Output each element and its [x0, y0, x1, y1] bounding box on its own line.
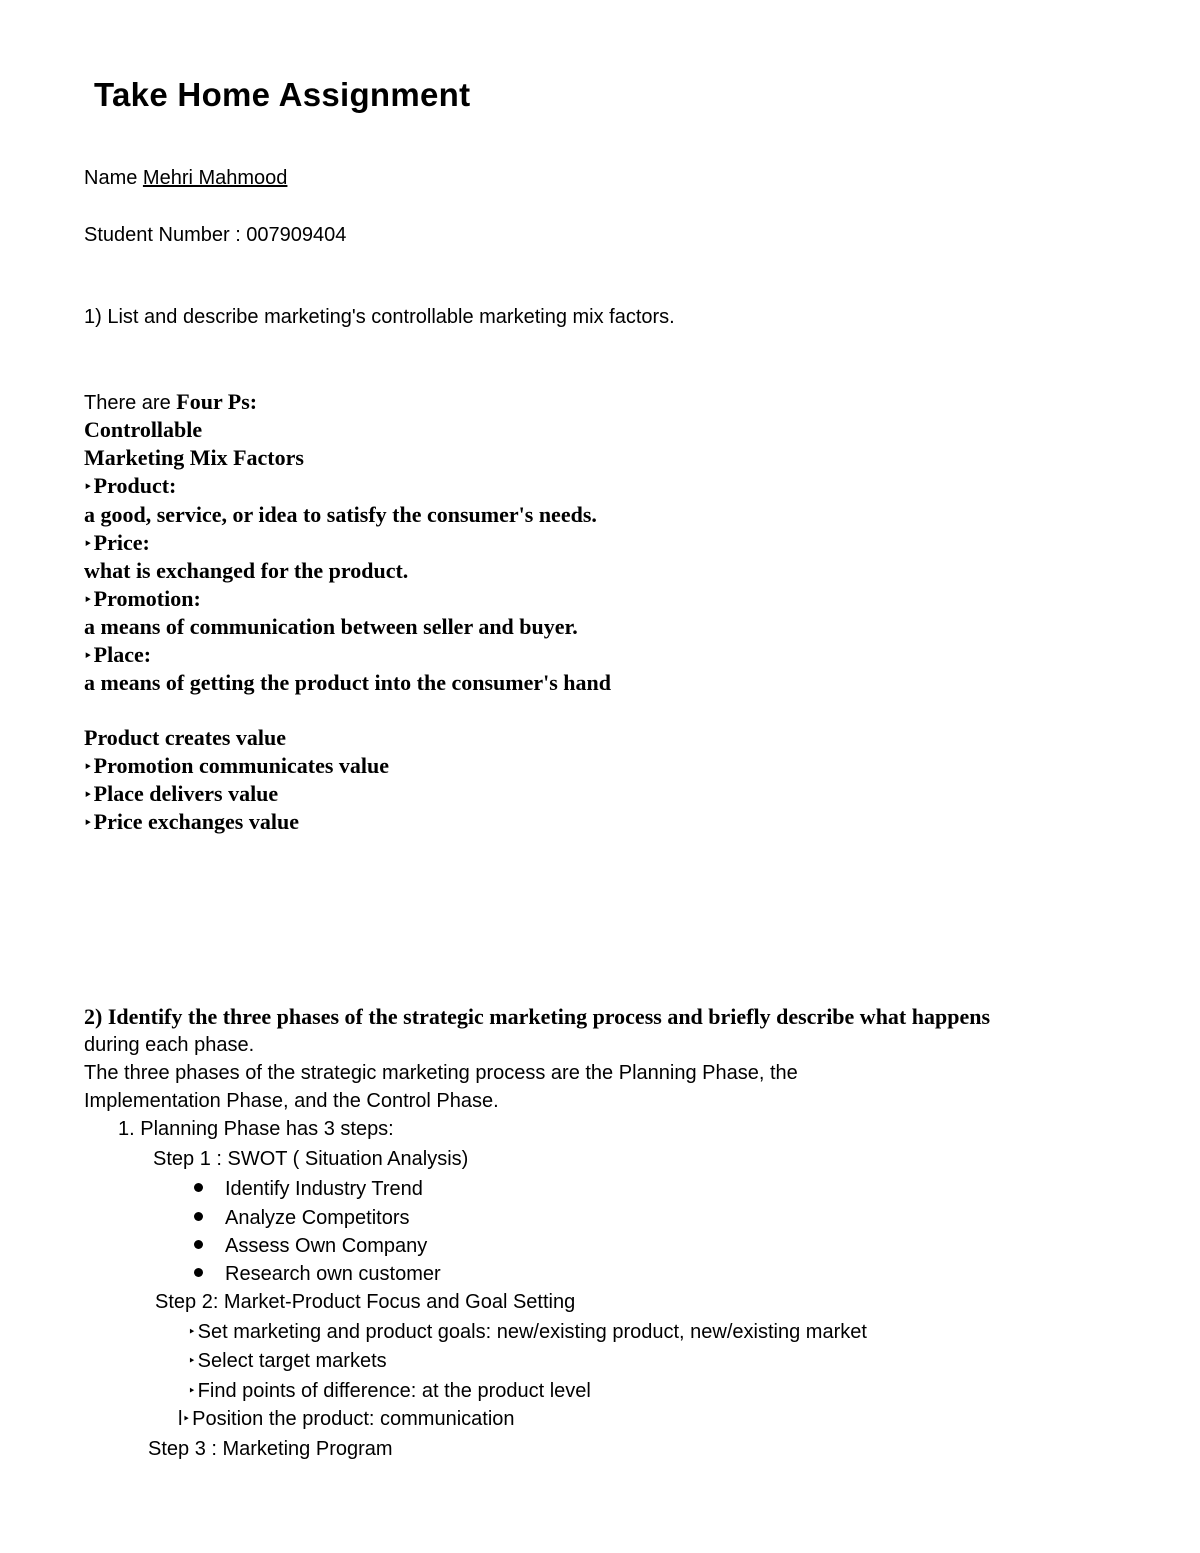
list-item: ‣ Find points of difference: at the product level	[188, 1380, 591, 1402]
bullet-icon: ‣	[84, 479, 92, 494]
bullet-icon: ‣	[84, 787, 92, 802]
bullet-icon: ‣	[84, 815, 92, 830]
q1-promotion-label: ‣Promotion:	[84, 586, 201, 611]
q1-heading-controllable: Controllable	[84, 417, 203, 442]
q1-product-label: ‣Product:	[84, 473, 177, 498]
list-item: l‣ Position the product: communication	[178, 1408, 515, 1430]
bullet-icon: ‣	[84, 592, 92, 607]
question-1: 1) List and describe marketing's controllable marketing mix factors.	[84, 306, 675, 328]
q1-value-price: ‣Price exchanges value	[84, 809, 299, 834]
q1-product-desc: a good, service, or idea to satisfy the consumer's needs.	[84, 502, 597, 527]
list-item: ‣ Select target markets	[188, 1350, 387, 1372]
step-1: Step 1 : SWOT ( Situation Analysis)	[153, 1148, 469, 1170]
bullet-icon: ‣	[84, 648, 92, 663]
bullet-dot-icon	[194, 1268, 203, 1277]
name-line	[84, 167, 287, 190]
q1-promotion-desc: a means of communication between seller and buyer.	[84, 614, 578, 639]
q1-value-product: Product creates value	[84, 725, 287, 750]
bullet-dot-icon	[194, 1212, 203, 1221]
name-value: Mehri Mahmood	[142, 167, 288, 189]
list-item: Analyze Competitors	[194, 1207, 410, 1230]
q1-value-promotion: ‣Promotion communicates value	[84, 753, 390, 778]
step-2: Step 2: Market-Product Focus and Goal Setting	[155, 1291, 576, 1313]
list-item: Research own customer	[194, 1263, 441, 1286]
q1-intro-text: There are	[84, 392, 177, 414]
student-number: Student Number : 007909404	[84, 224, 347, 246]
name-label: Name	[84, 167, 138, 189]
q1-price-desc: what is exchanged for the product.	[84, 558, 409, 583]
bullet-icon: ‣	[84, 759, 92, 774]
list-item: ‣ Set marketing and product goals: new/existing product, new/existing market	[188, 1321, 867, 1343]
page-title: Take Home Assignment	[94, 76, 471, 113]
question-2-cont: during each phase.	[84, 1034, 255, 1056]
bullet-icon: ‣	[182, 1411, 191, 1426]
q1-intro-bold: Four Ps:	[176, 389, 258, 414]
q1-intro	[84, 389, 257, 415]
q1-value-place: ‣Place delivers value	[84, 781, 279, 806]
list-item: Assess Own Company	[194, 1235, 427, 1258]
q1-heading-mix-factors: Marketing Mix Factors	[84, 445, 304, 470]
bullet-icon: ‣	[84, 536, 92, 551]
bullet-icon: ‣	[188, 1383, 196, 1398]
planning-phase-item: 1. Planning Phase has 3 steps:	[118, 1118, 394, 1140]
question-2: 2) Identify the three phases of the strategic marketing process and briefly describe what happens	[84, 1004, 991, 1029]
q2-answer-line-1: The three phases of the strategic marketing process are the Planning Phase, the	[84, 1062, 798, 1084]
stray-mark: l	[178, 1408, 183, 1430]
bullet-icon: ‣	[188, 1353, 196, 1368]
bullet-icon: ‣	[188, 1324, 196, 1339]
list-item: Identify Industry Trend	[194, 1178, 423, 1201]
q2-answer-line-2: Implementation Phase, and the Control Phase.	[84, 1090, 499, 1112]
bullet-dot-icon	[194, 1240, 203, 1249]
q1-place-label: ‣Place:	[84, 642, 152, 667]
q1-price-label: ‣Price:	[84, 530, 150, 555]
q1-place-desc: a means of getting the product into the consumer's hand	[84, 670, 612, 695]
step-3: Step 3 : Marketing Program	[148, 1438, 393, 1460]
bullet-dot-icon	[194, 1183, 203, 1192]
